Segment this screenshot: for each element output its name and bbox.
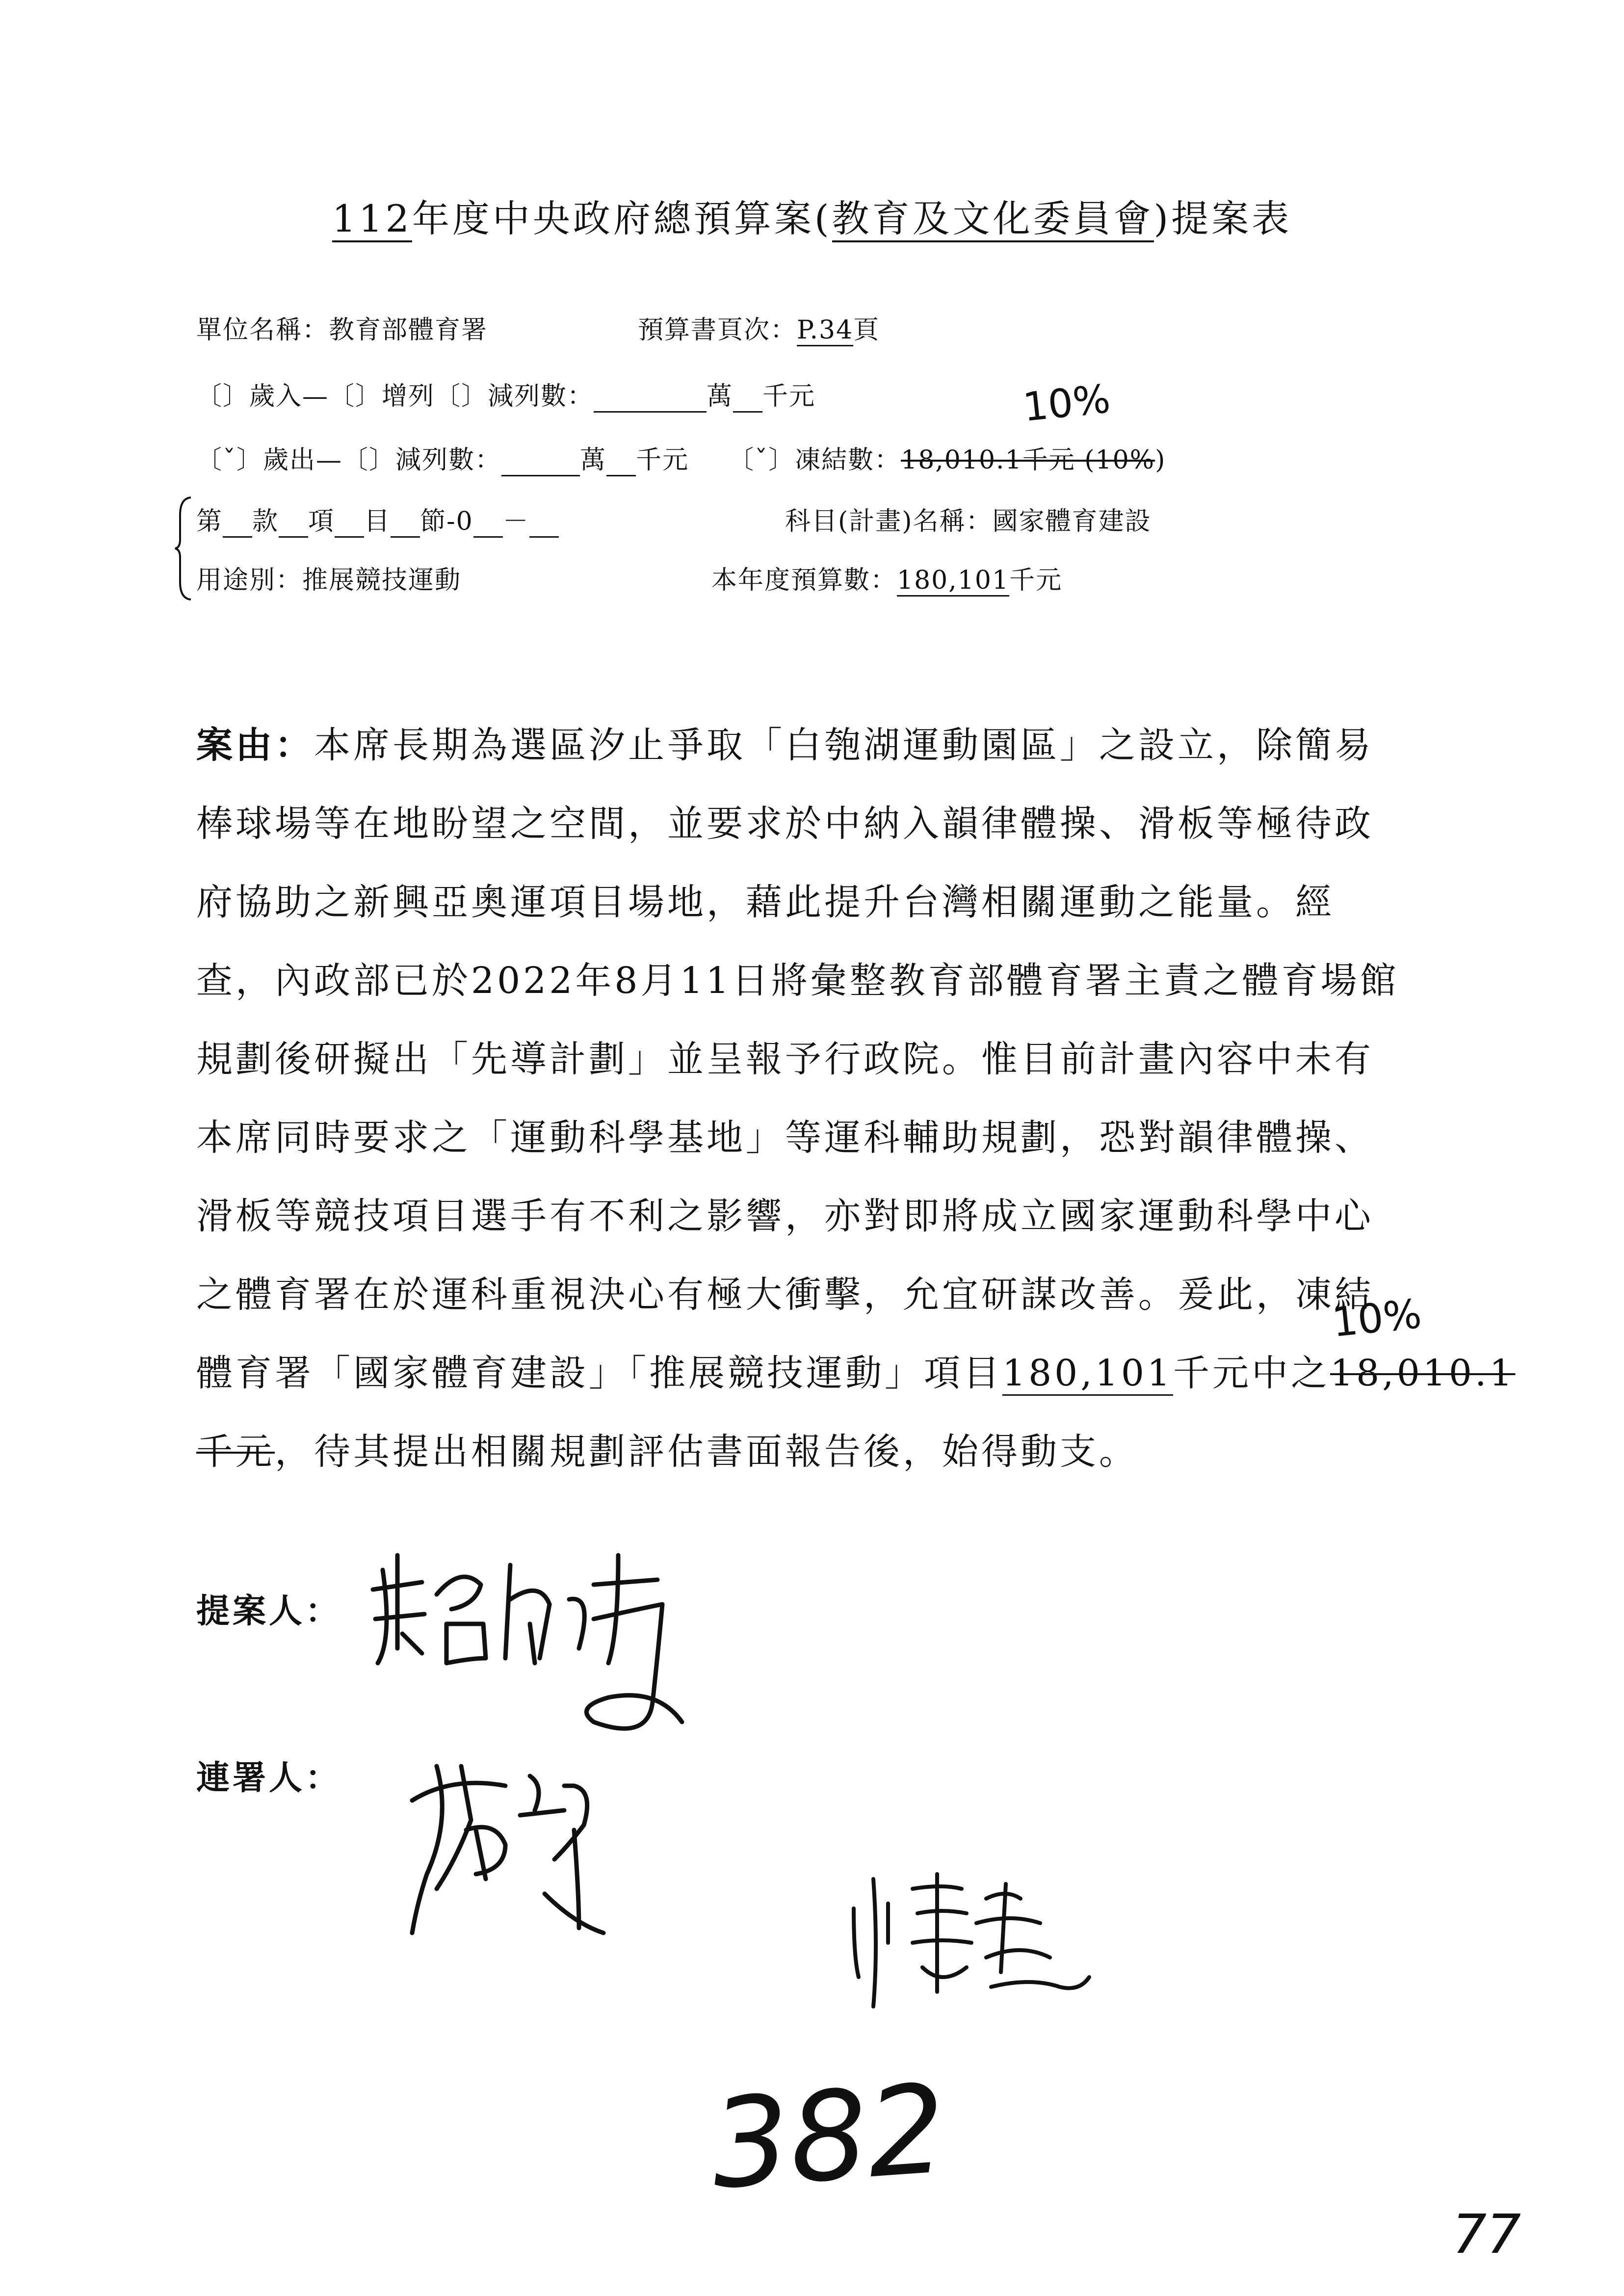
body-line-4: 查，內政部已於2022年8月11日將彙整教育部體育署主責之體育場館: [196, 960, 1399, 1002]
expense-qian-blank: [606, 445, 636, 476]
budget-unit: 千元: [1009, 566, 1063, 595]
usage-value: 推展競技運動: [302, 566, 462, 595]
proposer-signature: [363, 1536, 736, 1742]
section-mu: 目: [364, 507, 391, 536]
section-line: [196, 500, 559, 538]
freeze-label: 凍結數：: [795, 445, 901, 475]
freeze-close: ): [1155, 445, 1166, 475]
unit-line: [196, 309, 488, 346]
xiang-blank: [279, 507, 308, 538]
expense-line: [196, 439, 1166, 476]
title-committee: 教育及文化委員會: [832, 197, 1154, 242]
body-line-1: [196, 716, 1374, 768]
section-jie: 節-0: [420, 507, 473, 536]
subject-label: 科目(計畫)名稱：: [785, 507, 993, 536]
body-line-9: [196, 1344, 1516, 1396]
income-line: [196, 375, 815, 413]
kuan-blank: [223, 507, 252, 538]
section-dash: －: [502, 507, 529, 536]
usage-line: [196, 559, 461, 596]
section-di: 第: [196, 507, 223, 536]
reason-label: 案由：: [196, 724, 314, 766]
income-checkbox: 〔〕: [196, 382, 250, 411]
page-ref-value: P.34: [797, 315, 853, 346]
expense-qian: 千元: [636, 445, 689, 475]
income-qian: 千元: [762, 382, 816, 411]
mu-blank: [335, 507, 364, 538]
income-qian-blank: [733, 382, 762, 413]
body-amount: 180,101: [1002, 1352, 1173, 1396]
bracket-mark: [174, 496, 194, 601]
subject-value: 國家體育建設: [992, 507, 1152, 536]
dash-blank: [529, 507, 559, 538]
income-label: 歲入—: [249, 382, 329, 411]
income-decrease: 〔〕減列數：: [435, 382, 594, 411]
body-line-2: 棒球場等在地盼望之空間，並要求於中納入韻律體操、滑板等極待政: [196, 803, 1374, 845]
body-line-8: 之體育署在於運科重視決心有極大衝擊，允宜研謀改善。爰此，凍結: [196, 1274, 1374, 1316]
expense-decrease: 〔〕減列數：: [342, 445, 502, 475]
proposer-label: 提案人：: [196, 1592, 342, 1631]
jie-blank: [391, 507, 420, 538]
subject-line: [785, 500, 1152, 537]
title-year: 112: [332, 197, 412, 242]
freeze-handwritten-percent: 10%: [1021, 375, 1113, 431]
body-line-5: 規劃後研擬出「先導計劃」並呈報予行政院。惟目前計畫內容中未有: [196, 1038, 1374, 1080]
section-xiang: 項: [308, 507, 335, 536]
body-line-9-b: 千元中之: [1173, 1352, 1331, 1394]
title-part1: 年度中央政府總預算案(: [412, 197, 832, 240]
body-handwritten-percent: 10%: [1330, 1290, 1424, 1347]
cosigner-label: 連署人：: [196, 1758, 342, 1798]
income-wan: 萬: [707, 382, 733, 411]
expense-label: 歲出—: [263, 445, 343, 475]
income-wan-blank: [594, 382, 707, 413]
budget-line: [711, 559, 1062, 597]
body-struck-amount: 18,010.1: [1330, 1352, 1516, 1394]
freeze-struck-amount: 18,010.1千元 (10%: [901, 445, 1155, 475]
expense-checkbox: 〔ˇ〕: [196, 445, 263, 475]
income-increase: 〔〕增列: [329, 382, 435, 411]
budget-value: 180,101: [897, 566, 1009, 597]
body-line-3: 府協助之新興亞奧運項目場地，藉此提升台灣相關運動之能量。經: [196, 881, 1335, 923]
budget-label: 本年度預算數：: [711, 566, 897, 595]
body-text-1: 本席長期為選區汐止爭取「白匏湖運動園區」之設立，除簡易: [314, 724, 1374, 766]
page-ref-suffix: 頁: [853, 315, 880, 345]
title-part2: )提案表: [1153, 197, 1292, 240]
section-kuan: 款: [252, 507, 279, 536]
usage-label: 用途別：: [196, 566, 303, 595]
cosigner-signature-1: [407, 1747, 638, 1972]
body-line-7: 滑板等競技項目選手有不利之影響，亦對即將成立國家運動科學中心: [196, 1195, 1374, 1237]
cosigner-signature-2: [844, 1859, 1099, 2016]
page-ref: [638, 309, 880, 346]
expense-wan: 萬: [580, 445, 607, 475]
body-line-10: [196, 1423, 1138, 1475]
body-line-9-a: 體育署「國家體育建設」「推展競技運動」項目: [196, 1352, 1002, 1394]
page-number: 77: [1452, 2203, 1521, 2266]
page-ref-label: 預算書頁次：: [638, 315, 797, 345]
handwritten-case-number: 382: [707, 2057, 950, 2217]
body-line-6: 本席同時要求之「運動科學基地」等運科輔助規劃，恐對韻律體操、: [196, 1117, 1374, 1159]
unit-label: 單位名稱：: [196, 315, 329, 345]
unit-value: 教育部體育署: [329, 315, 488, 345]
body-line-10-rest: ，待其提出相關規劃評估書面報告後，始得動支。: [275, 1431, 1138, 1473]
body-struck-unit: 千元: [196, 1431, 275, 1473]
page-title: [0, 189, 1624, 242]
freeze-checkbox: 〔ˇ〕: [728, 445, 795, 475]
jie-sub-blank: [473, 507, 503, 538]
expense-wan-blank: [501, 445, 580, 476]
